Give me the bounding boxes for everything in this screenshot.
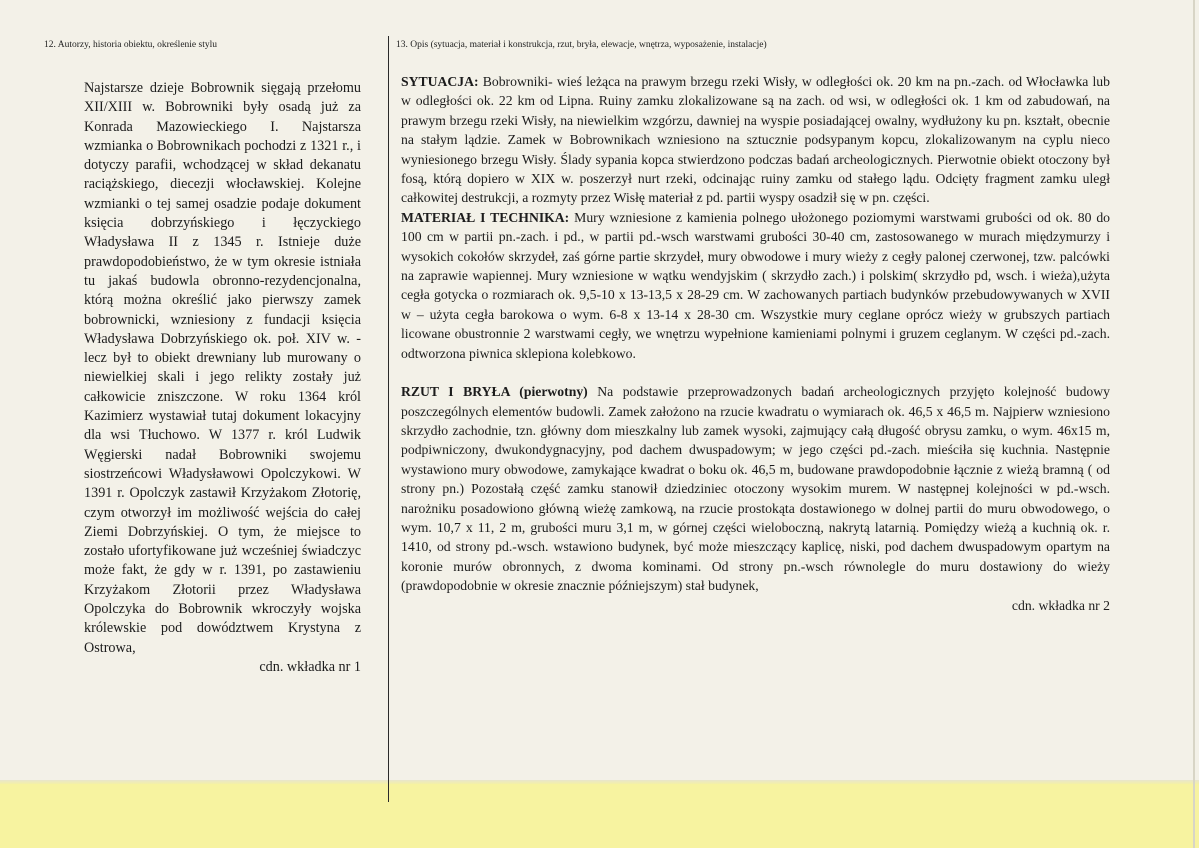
material-text: Mury wzniesione z kamienia polnego ułożonego poziomymi warstwami grubości od ok. 80 do 100 cm w partii pn.-zach. i pd., w partii pd.-wsch warstwami grubości 30-40 cm, zastosowanego w murach międzymurzy i wysokich cokołów skrzydeł, zaś górne partie skrzydeł, mury obwodowe i mury wieży z cegły palonej czerwonej, tzw. palcówki na zaprawie wapiennej. Mury wzniesione w wątku wendyjskim ( skrzydło zach.) i polskim( skrzydło pd, wsch. i wieża),użyta cegła gotycka o rozmiarach ok. 9,5-10 x 13-13,5 x 28-29 cm. W zachowanych partiach budynków przebudowywanych w XVII w – użyta cegła barokowa o wym. 6-8 x 13-14 x 28-30 cm. Wszystkie mury ceglane oprócz wieży w grubszych partiach licowane obustronnie 2 warstwami cegły, we wnętrzu wypełnione kamieniami polnymi i gruzem ceglanym. W części pd.-zach. odtworzona piwnica sklepiona kolebkowo. xyxy=(401,209,1111,361)
rzut-text: Na podstawie przeprowadzonych badań archeologicznych przyjęto kolejność budowy poszczególnych elementów budowli. Zamek założono na rzucie kwadratu o wymiarach ok. 46,5 x 46,5 m. Najpierw wzniesiono skrzydło zachodnie, tzn. główny dom mieszkalny lub zamek wysoki, zajmujący całą długość obrysu zamku, o wym. 46x15 m, podpiwniczony, dwukondygnacyjny, pod dachem dwuspadowym; w jego części pd.-zach. mieściła się kuchnia. Następnie wystawiono mury obwodowe, zamykające kwadrat o boku ok. 46,5 m, budowane prawdopodobnie łącznie z wieżą bramną ( od strony pn.) Pozostałą część zamku stanowił dziedziniec otoczony wysokim murem. W następnej kolejności w pd.-wsch. narożniku posadowiono główną wieżę zamkową, na rzucie prostokąta dostawionego w dolnej partii do muru obwodowego, o wym. 10,7 x 11, 2 m, grubości muru 3,1 m, w górnej części wieloboczną, nakrytą latarnią. Pomiędzy wieżą a kuchnią ok. r. 1410, od strony pd.-wsch. wstawiono budynek, być może mieszczący kaplicę, niski, pod dachem dwuspadowym opartym na koronie murów obronnych, z dwoma kominami. Od strony pn.-wsch równolegle do muru dostawiony do wieży (prawdopodobnie w okresie znacznie późniejszym) stał budynek, xyxy=(401,384,1110,594)
section-13-header: 13. Opis (sytuacja, materiał i konstrukcja, rzut, bryła, elewacje, wnętrza, wyposażenie, instalacje) xyxy=(396,40,767,50)
right-column xyxy=(401,72,1110,615)
page-edge xyxy=(1193,0,1195,848)
sytuacja-heading: SYTUACJA: xyxy=(401,74,479,89)
material-heading: MATERIAŁ I TECHNIKA: xyxy=(401,209,570,225)
continued-note-1: cdn. wkładka nr 1 xyxy=(259,658,361,675)
rzut-section xyxy=(401,382,1110,595)
column-divider xyxy=(388,36,389,802)
sytuacja-section xyxy=(401,72,1110,208)
material-section xyxy=(401,208,1110,363)
left-column xyxy=(84,79,361,677)
rzut-heading: RZUT I BRYŁA (pierwotny) xyxy=(401,384,588,400)
yellow-bottom-band xyxy=(0,784,1199,848)
paragraph-gap xyxy=(401,363,1110,382)
continued-note-2: cdn. wkładka nr 2 xyxy=(1011,597,1110,613)
history-text: Najstarsze dzieje Bobrownik sięgają przełomu XII/XIII w. Bobrowniki były osadą już za Konrada Mazowieckiego I. Najstarsza wzmianka o Bobrownikach pochodzi z 1321 r., i dotyczy parafii, wchodzącej w skład dekanatu raciążskiego, diecezji włocławskiej. Kolejne wzmianki o tej samej osadzie podaje dokument księcia dobrzyńskiego i łęczyckiego Władysława II z 1345 r. Istnieje duże prawdopodobieństwo, że w tym okresie istniała tu jakaś budowla obronno-rezydencjonalna, którą można określić jako pierwszy zamek bobrownicki, wzniesiony z fundacji księcia Władysława Dobrzyńskiego ok. poł. XIV w. - lecz był to obiekt drewniany lub murowany o niewielkiej skali i jego relikty zostały już całkowicie zniszczone. W roku 1364 król Kazimierz wystawiał tutaj dokument lokacyjny dla wsi Tłuchowo. W 1377 r. król Ludwik Węgierski nadał Bobrowniki swojemu siostrzeńcowi Władysławowi Opolczykowi. W 1391 r. Opolczyk zastawił Krzyżakom Złotorię, czym otworzył im możliwość wejścia do całej Ziemi Dobrzyńskiej. O tym, że miejsce to zostało ufortyfikowane już wcześniej świadczyc może fakt, że gdy w r. 1391, po zastawieniu Krzyżakom Złotorii przez Władysława Opolczyka do Bobrownik wkroczyły wojska królewskie pod dowództwem Krystyna z Ostrowa, xyxy=(84,80,361,656)
section-12-header: 12. Autorzy, historia obiektu, określenie stylu xyxy=(44,40,217,50)
sytuacja-text: Bobrowniki- wieś leżąca na prawym brzegu rzeki Wisły, w odległości ok. 20 km na pn.-zach. od Włocławka lub w odległości ok. 22 km od Lipna. Ruiny zamku zlokalizowane są na zach. od wsi, w odległości ok. 1 km od zabudowań, na prawym brzegu rzeki Wisły, na niewielkim wzgórzu, dawniej na wyspie posiadającej owalny, wydłużony ku pn. kształt, obecnie na stałym lądzie. Zamek w Bobrownikach wzniesiono na sztucznie podsypanym kopcu, zlokalizowanym na cyplu nieco wyniesionego brzegu Wisły. Ślady sypania kopca stwierdzono podczas badań archeologicznych. Pierwotnie obiekt otoczony był fosą, którą dopiero w XIX w. poszerzył nurt rzeki, odcinając ruiny zamku od stałego lądu. Odcięty fragment zamku uległ całkowitej destrukcji, a rozmyty przez Wisłę materiał z pd. partii wyspy osadził się w pn. części. xyxy=(401,74,1110,206)
